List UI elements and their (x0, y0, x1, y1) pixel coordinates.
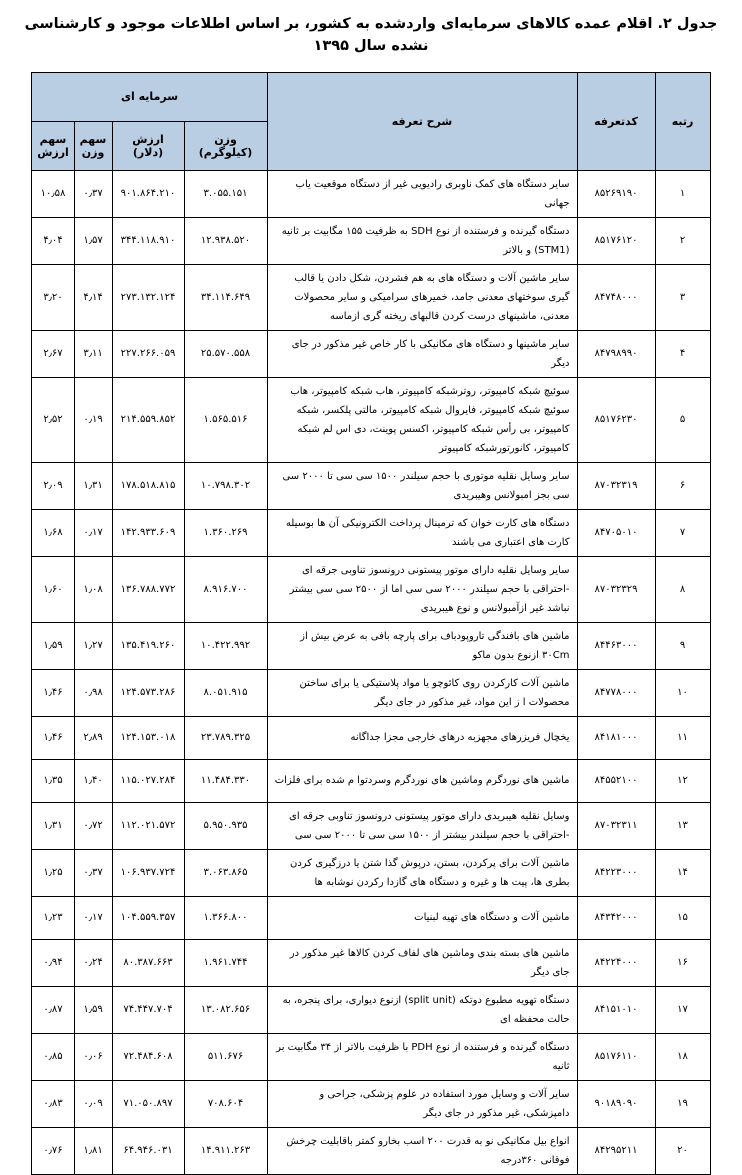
description-cell: ماشین های بسته بندی وماشین های لفاف کردن کالاها غیر مذکور در جای دیگر (267, 939, 577, 986)
weight-share-cell: ۱٫۰۸ (74, 556, 112, 622)
table-row (32, 330, 710, 377)
value-cell: ۲۱۴.۵۵۹.۸۵۲ (112, 377, 184, 462)
code-cell: ۸۷۰۳۲۳۲۹ (577, 556, 655, 622)
code-cell: ۸۴۷۰۵۰۱۰ (577, 509, 655, 556)
description-cell: سایر آلات و وسایل مورد استفاده در علوم پزشکی، جراحی و دامپزشکی، غیر مذکور در جای دیگر (267, 1080, 577, 1127)
description-cell: سوئیچ شبکه کامپیوتر، روترشبکه کامپیوتر، هاب شبکه کامپیوتر، هاب سوئیچ شبکه کامپیوتر، فایروال شبکه کامپیوتر، مالتی پلکسر، شبکه کامپیوتر، بی رأس شبکه کامپیوتر، اکسس پوینت، دی اس لم شبکه کامپیوتر، کانورتورشبکه کامپیوتر (267, 377, 577, 462)
value-share-cell: ۱٫۵۹ (32, 622, 74, 669)
weight-share-cell: ۱٫۸۱ (74, 1127, 112, 1174)
table-row (32, 802, 710, 849)
weight-cell: ۱۱.۴۸۴.۳۳۰ (184, 759, 267, 802)
rank-cell: ۱۳ (655, 802, 710, 849)
description-cell: ماشین آلات و دستگاه های تهیه لبنیات (267, 896, 577, 939)
value-cell: ۷۴.۴۴۷.۷۰۴ (112, 986, 184, 1033)
value-share-cell: ۱٫۲۳ (32, 896, 74, 939)
rank-cell: ۱۴ (655, 849, 710, 896)
weight-cell: ۱۰.۴۲۲.۹۹۲ (184, 622, 267, 669)
table-row (32, 986, 710, 1033)
value-cell: ۱۴۲.۹۳۳.۶۰۹ (112, 509, 184, 556)
weight-cell: ۳.۰۶۳.۸۶۵ (184, 849, 267, 896)
weight-share-cell: ۳٫۱۱ (74, 330, 112, 377)
column-header-weight-share: سهم وزن (74, 121, 112, 170)
weight-share-cell: ۰٫۲۴ (74, 939, 112, 986)
weight-cell: ۷۰۸.۶۰۴ (184, 1080, 267, 1127)
description-cell: سایر ماشینها و دستگاه های مکانیکی با کار خاص غیر مذکور در جای دیگر (267, 330, 577, 377)
value-cell: ۱۷۸.۵۱۸.۸۱۵ (112, 462, 184, 509)
rank-cell: ۱۸ (655, 1033, 710, 1080)
column-header-rank: رتبه (655, 72, 710, 170)
value-share-cell: ۱٫۲۵ (32, 849, 74, 896)
table-row (32, 462, 710, 509)
value-cell: ۱۱۲.۰۲۱.۵۷۲ (112, 802, 184, 849)
code-cell: ۸۴۴۶۳۰۰۰ (577, 622, 655, 669)
weight-share-cell: ۱٫۳۱ (74, 462, 112, 509)
value-cell: ۱۳۶.۷۸۸.۷۷۲ (112, 556, 184, 622)
table-body (32, 170, 710, 1174)
description-cell: وسایل نقلیه هیبریدی دارای موتور پیستونی درونسوز تناوبی جرقه ای -احتراقی با حجم سیلندر بیشتر از ۱۵۰۰ سی سی تا ۲۰۰۰ سی سی (267, 802, 577, 849)
weight-share-cell: ۰٫۳۷ (74, 170, 112, 217)
weight-share-cell: ۱٫۲۷ (74, 622, 112, 669)
rank-cell: ۱۲ (655, 759, 710, 802)
code-cell: ۸۴۱۵۱۰۱۰ (577, 986, 655, 1033)
weight-cell: ۳.۰۵۵.۱۵۱ (184, 170, 267, 217)
weight-cell: ۱.۵۶۵.۵۱۶ (184, 377, 267, 462)
value-cell: ۱۲۴.۱۵۳.۰۱۸ (112, 716, 184, 759)
weight-share-cell: ۱٫۵۹ (74, 986, 112, 1033)
weight-share-cell: ۰٫۹۸ (74, 669, 112, 716)
description-cell: ماشین آلات کارکردن روی کائوچو یا مواد پلاستیکی یا برای ساختن محصولات ا ز این مواد، غیر مذکور در جای دیگر (267, 669, 577, 716)
imports-table (31, 72, 710, 1175)
weight-share-cell: ۰٫۰۹ (74, 1080, 112, 1127)
code-cell: ۹۰۱۸۹۰۹۰ (577, 1080, 655, 1127)
rank-cell: ۲ (655, 217, 710, 264)
table-row (32, 377, 710, 462)
column-header-code: کدتعرفه (577, 72, 655, 170)
code-cell: ۸۴۵۵۲۱۰۰ (577, 759, 655, 802)
rank-cell: ۱۷ (655, 986, 710, 1033)
table-row (32, 1127, 710, 1174)
weight-cell: ۵.۹۵۰.۹۳۵ (184, 802, 267, 849)
value-cell: ۸۰.۳۸۷.۶۶۳ (112, 939, 184, 986)
rank-cell: ۴ (655, 330, 710, 377)
value-cell: ۹۰۱.۸۶۴.۲۱۰ (112, 170, 184, 217)
code-cell: ۸۴۷۹۸۹۹۰ (577, 330, 655, 377)
value-cell: ۱۲۴.۵۷۳.۲۸۶ (112, 669, 184, 716)
weight-cell: ۳۴.۱۱۴.۶۴۹ (184, 264, 267, 330)
description-cell: یخچال فریزرهای مجهزبه درهای خارجی مجزا جداگانه (267, 716, 577, 759)
weight-share-cell: ۱٫۵۷ (74, 217, 112, 264)
weight-share-cell: ۱٫۴۰ (74, 759, 112, 802)
value-share-cell: ۰٫۸۵ (32, 1033, 74, 1080)
weight-cell: ۱۳.۰۸۲.۶۵۶ (184, 986, 267, 1033)
table-row (32, 669, 710, 716)
table-row (32, 264, 710, 330)
value-cell: ۱۰۶.۹۳۷.۷۲۴ (112, 849, 184, 896)
weight-cell: ۸.۹۱۶.۷۰۰ (184, 556, 267, 622)
weight-cell: ۱۴.۹۱۱.۲۶۳ (184, 1127, 267, 1174)
value-share-cell: ۱٫۴۶ (32, 669, 74, 716)
rank-cell: ۸ (655, 556, 710, 622)
code-cell: ۸۵۱۷۶۱۲۰ (577, 217, 655, 264)
table-row (32, 1033, 710, 1080)
weight-cell: ۲۵.۵۷۰.۵۵۸ (184, 330, 267, 377)
weight-share-cell: ۰٫۱۷ (74, 509, 112, 556)
value-share-cell: ۱۰٫۵۸ (32, 170, 74, 217)
value-share-cell: ۱٫۳۱ (32, 802, 74, 849)
column-header-weight: وزن (کیلوگرم) (184, 121, 267, 170)
table-row (32, 217, 710, 264)
table-row (32, 170, 710, 217)
value-cell: ۷۱.۰۵۰.۸۹۷ (112, 1080, 184, 1127)
table-row (32, 896, 710, 939)
header-row-group (32, 72, 710, 121)
code-cell: ۸۴۲۹۵۲۱۱ (577, 1127, 655, 1174)
table-row (32, 556, 710, 622)
weight-cell: ۱.۳۶۶.۸۰۰ (184, 896, 267, 939)
value-share-cell: ۱٫۶۰ (32, 556, 74, 622)
description-cell: سایر ماشین آلات و دستگاه های به هم فشردن، شکل دادن یا قالب گیری سوختهای معدنی جامد، خمیرهای سرامیکی و سایر محصولات معدنی، ماشینهای درست کردن قالبهای ریخته گری ازماسه (267, 264, 577, 330)
weight-share-cell: ۰٫۰۶ (74, 1033, 112, 1080)
value-share-cell: ۳٫۲۰ (32, 264, 74, 330)
code-cell: ۸۴۷۷۸۰۰۰ (577, 669, 655, 716)
code-cell: ۸۵۲۶۹۱۹۰ (577, 170, 655, 217)
description-cell: دستگاه گیرنده و فرستنده از نوع PDH با ظرفیت بالاتر از ۳۴ مگابیت بر ثانیه (267, 1033, 577, 1080)
description-cell: سایر وسایل نقلیه موتوری با حجم سیلندر ۱۵۰۰ سی سی تا ۲۰۰۰ سی سی بجز امبولانس وهیبریدی (267, 462, 577, 509)
rank-cell: ۳ (655, 264, 710, 330)
weight-share-cell: ۰٫۱۹ (74, 377, 112, 462)
weight-share-cell: ۰٫۳۷ (74, 849, 112, 896)
description-cell: دستگاه های کارت خوان که ترمینال پرداخت الکترونیکی آن ها بوسیله کارت های اعتباری می باشند (267, 509, 577, 556)
value-cell: ۱۰۴.۵۵۹.۳۵۷ (112, 896, 184, 939)
rank-cell: ۱ (655, 170, 710, 217)
code-cell: ۸۴۷۴۸۰۰۰ (577, 264, 655, 330)
table-header (32, 72, 710, 170)
value-share-cell: ۲٫۶۷ (32, 330, 74, 377)
value-cell: ۳۴۴.۱۱۸.۹۱۰ (112, 217, 184, 264)
weight-cell: ۵۱۱.۶۷۶ (184, 1033, 267, 1080)
value-share-cell: ۱٫۳۵ (32, 759, 74, 802)
code-cell: ۸۵۱۷۶۲۳۰ (577, 377, 655, 462)
weight-cell: ۸.۰۵۱.۹۱۵ (184, 669, 267, 716)
value-cell: ۶۴.۹۴۶.۰۳۱ (112, 1127, 184, 1174)
code-cell: ۸۷۰۳۲۳۱۹ (577, 462, 655, 509)
code-cell: ۸۴۲۲۴۰۰۰ (577, 939, 655, 986)
column-header-description: شرح تعرفه (267, 72, 577, 170)
table-row (32, 849, 710, 896)
table-row (32, 1080, 710, 1127)
code-cell: ۸۴۲۲۳۰۰۰ (577, 849, 655, 896)
value-share-cell: ۴٫۰۴ (32, 217, 74, 264)
description-cell: ماشین های بافندگی تاروپودباف برای پارچه بافی به عرض بیش از ۳۰Cm ازنوع بدون ماکو (267, 622, 577, 669)
value-cell: ۷۲.۴۸۴.۶۰۸ (112, 1033, 184, 1080)
rank-cell: ۲۰ (655, 1127, 710, 1174)
weight-cell: ۱.۳۶۰.۲۶۹ (184, 509, 267, 556)
value-share-cell: ۱٫۴۶ (32, 716, 74, 759)
table-row (32, 939, 710, 986)
value-share-cell: ۰٫۸۳ (32, 1080, 74, 1127)
value-share-cell: ۲٫۰۹ (32, 462, 74, 509)
column-header-value: ارزش (دلار) (112, 121, 184, 170)
value-cell: ۱۳۵.۴۱۹.۲۶۰ (112, 622, 184, 669)
code-cell: ۸۵۱۷۶۱۱۰ (577, 1033, 655, 1080)
value-cell: ۲۷۳.۱۳۲.۱۲۴ (112, 264, 184, 330)
rank-cell: ۱۵ (655, 896, 710, 939)
value-cell: ۱۱۵.۰۲۷.۲۸۴ (112, 759, 184, 802)
column-group-header-capital: سرمایه ای (32, 72, 267, 121)
table-row (32, 622, 710, 669)
value-share-cell: ۰٫۸۷ (32, 986, 74, 1033)
page-title: جدول ۲. اقلام عمده کالاهای سرمایه‌ای واردشده به کشور، بر اساس اطلاعات موجود و کارشناسی نشده سال ۱۳۹۵ (24, 16, 718, 54)
table-row (32, 759, 710, 802)
code-cell: ۸۴۱۸۱۰۰۰ (577, 716, 655, 759)
description-cell: دستگاه تهویه مطبوع دوتکه (split unit) ازنوع دیواری، برای پنجره، به حالت محفظه ای (267, 986, 577, 1033)
rank-cell: ۱۶ (655, 939, 710, 986)
weight-cell: ۱.۹۶۱.۷۴۴ (184, 939, 267, 986)
value-share-cell: ۰٫۹۴ (32, 939, 74, 986)
rank-cell: ۶ (655, 462, 710, 509)
description-cell: ماشین آلات برای پرکردن، بستن، درپوش گذا شتن یا درزگیری کردن بطری ها، پیت ها و غیره و دستگاه های گازدا رکردن نوشابه ها (267, 849, 577, 896)
description-cell: سایر وسایل نقلیه دارای موتور پیستونی درونسوز تناوبی جرقه ای -احتراقی با حجم سیلندر ۲۰۰۰ سی سی اما از ۲۵۰۰ سی سی بیشتر نباشد غیر ازآمبولانس و نوع هیبریدی (267, 556, 577, 622)
description-cell: دستگاه گیرنده و فرستنده از نوع SDH به ظرفیت ۱۵۵ مگابیت بر ثانیه (STM1) و بالاتر (267, 217, 577, 264)
weight-share-cell: ۰٫۷۲ (74, 802, 112, 849)
rank-cell: ۹ (655, 622, 710, 669)
weight-cell: ۱۰.۷۹۸.۳۰۲ (184, 462, 267, 509)
value-share-cell: ۰٫۷۶ (32, 1127, 74, 1174)
weight-share-cell: ۲٫۸۹ (74, 716, 112, 759)
value-share-cell: ۱٫۶۸ (32, 509, 74, 556)
weight-share-cell: ۴٫۱۴ (74, 264, 112, 330)
description-cell: ماشین های نوردگرم وماشین های نوردگرم وسردتوا م شده برای فلزات (267, 759, 577, 802)
rank-cell: ۱۱ (655, 716, 710, 759)
table-row (32, 509, 710, 556)
code-cell: ۸۴۳۴۲۰۰۰ (577, 896, 655, 939)
code-cell: ۸۷۰۳۲۳۱۱ (577, 802, 655, 849)
weight-cell: ۱۲.۹۳۸.۵۲۰ (184, 217, 267, 264)
rank-cell: ۵ (655, 377, 710, 462)
description-cell: سایر دستگاه های کمک ناوبری رادیویی غیر از دستگاه موقعیت یاب جهانی (267, 170, 577, 217)
value-cell: ۲۲۷.۲۶۶.۰۵۹ (112, 330, 184, 377)
table-row (32, 716, 710, 759)
column-header-value-share: سهم ارزش (32, 121, 74, 170)
rank-cell: ۷ (655, 509, 710, 556)
value-share-cell: ۲٫۵۲ (32, 377, 74, 462)
weight-cell: ۲۳.۷۸۹.۳۲۵ (184, 716, 267, 759)
rank-cell: ۱۰ (655, 669, 710, 716)
description-cell: انواع بیل مکانیکی نو به قدرت ۲۰۰ اسب بخارو کمتر باقابلیت چرخش فوقانی ۳۶۰درجه (267, 1127, 577, 1174)
weight-share-cell: ۰٫۱۷ (74, 896, 112, 939)
rank-cell: ۱۹ (655, 1080, 710, 1127)
